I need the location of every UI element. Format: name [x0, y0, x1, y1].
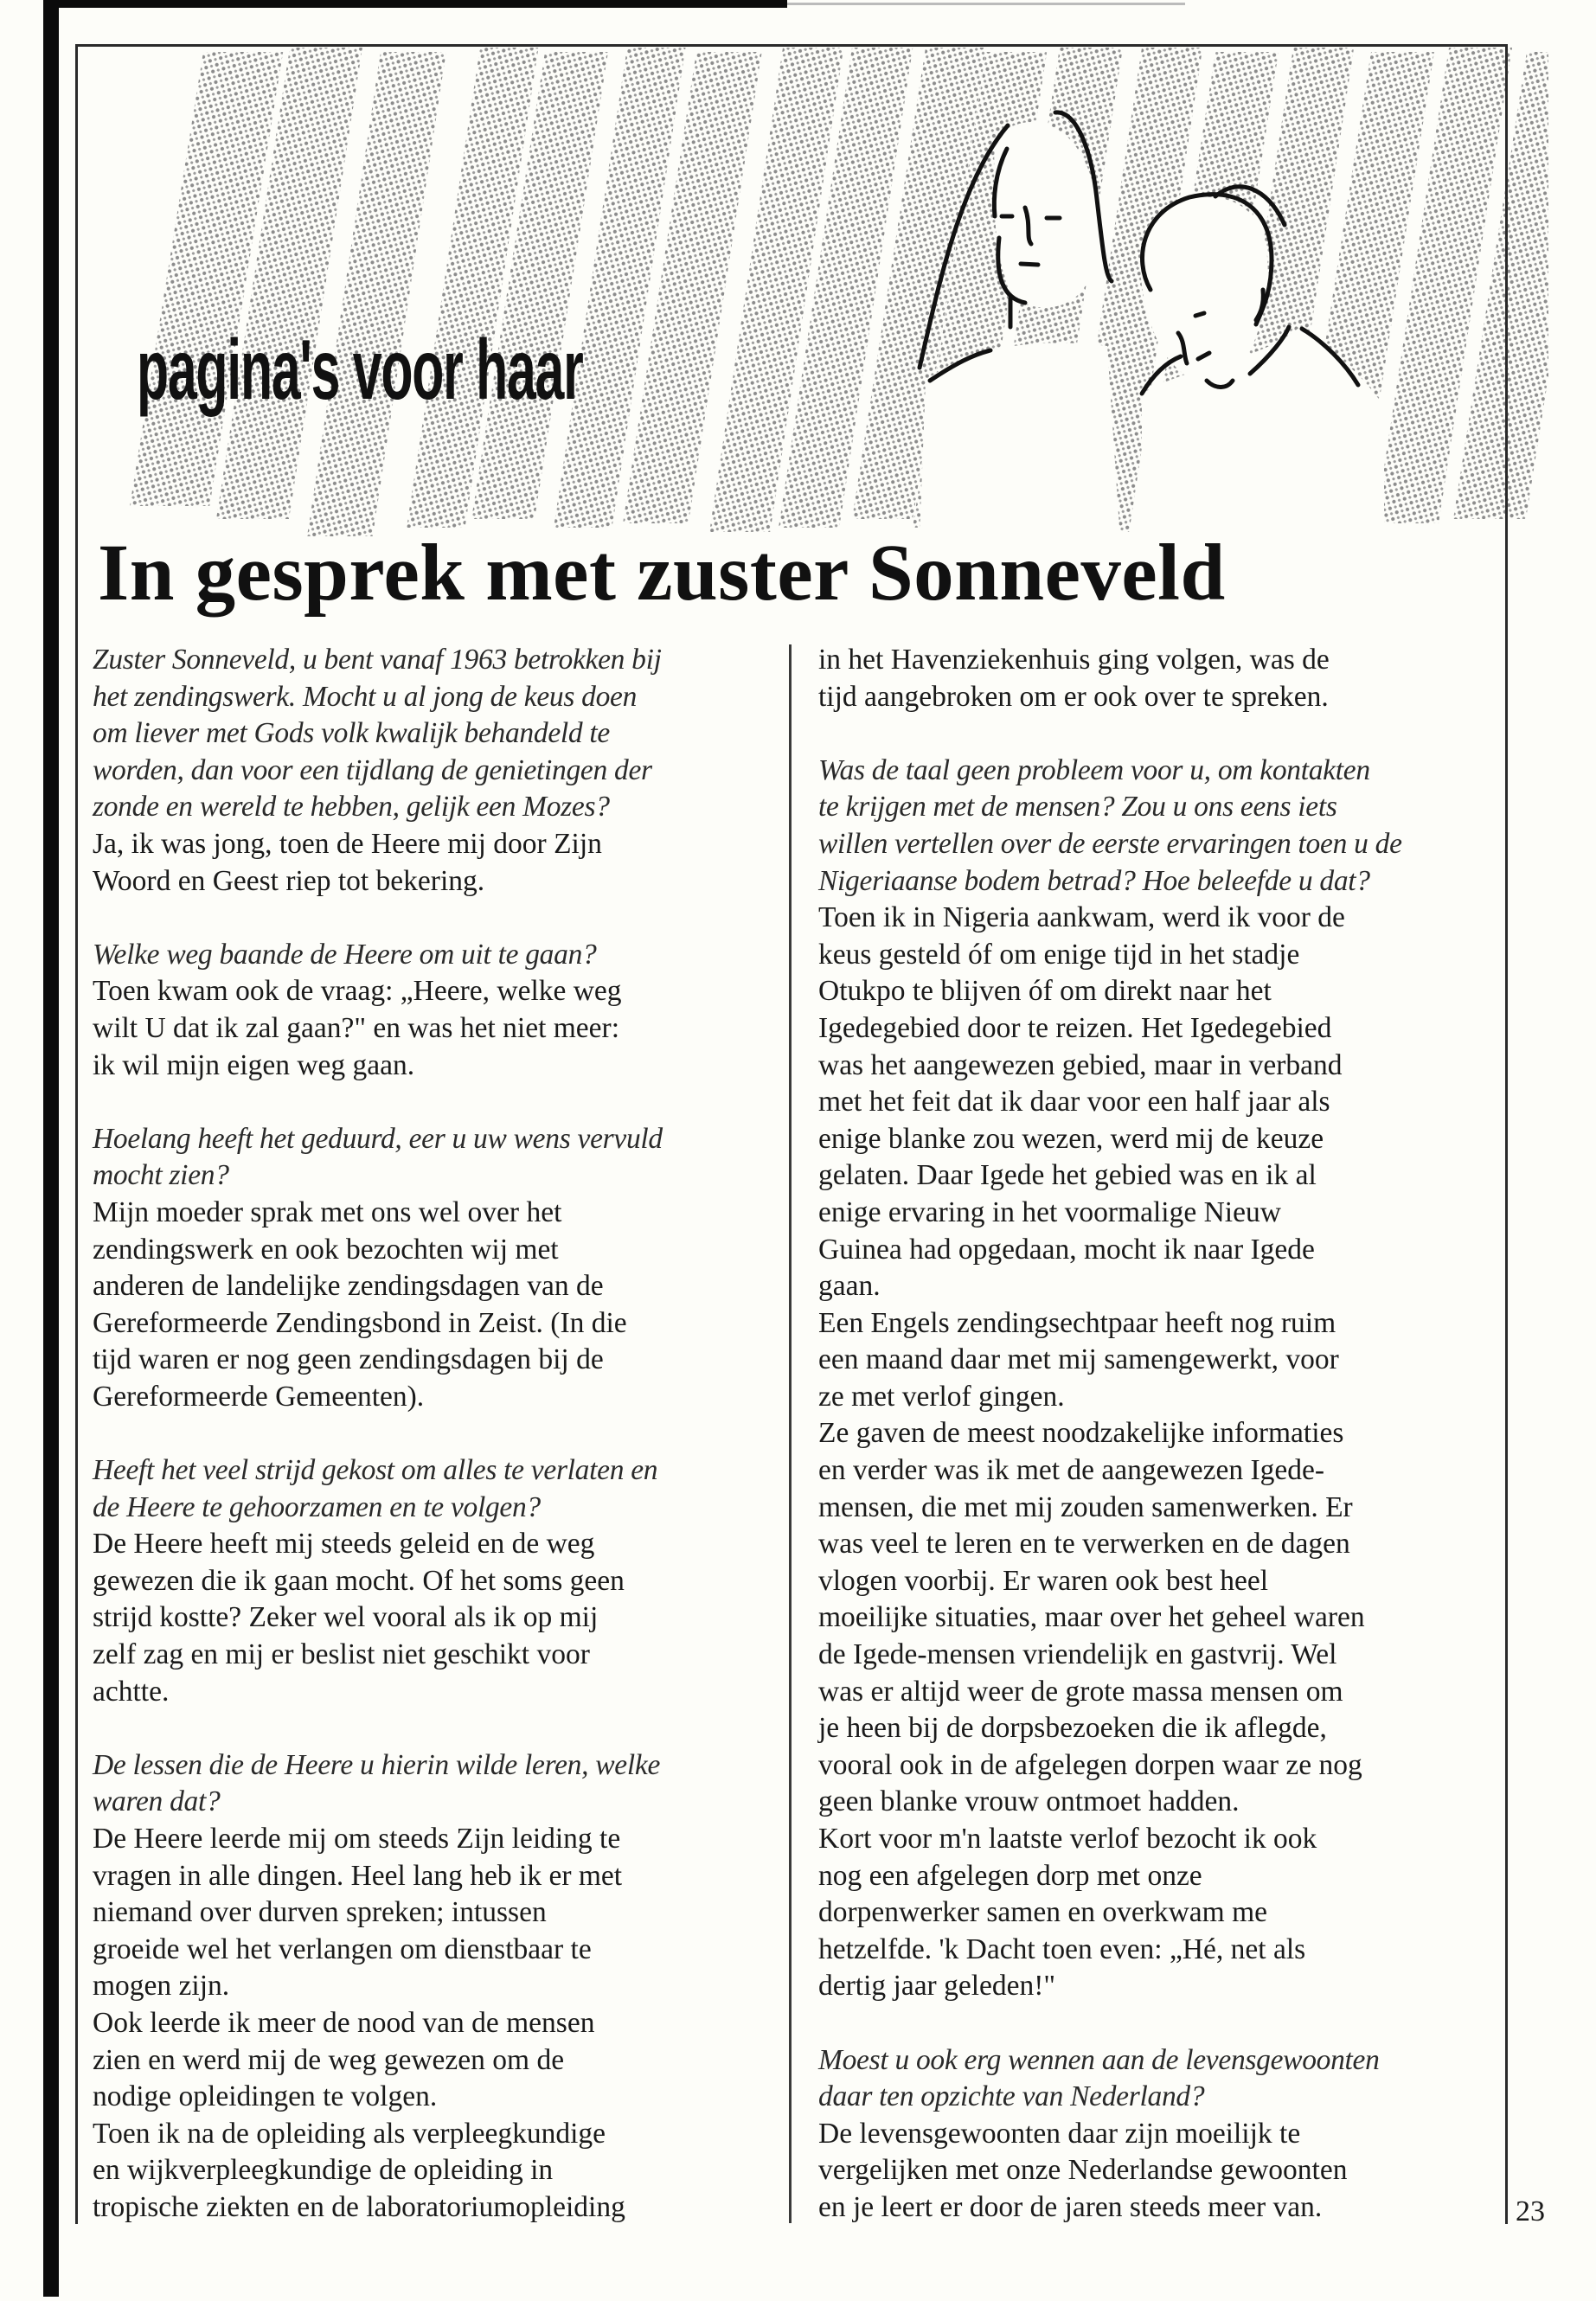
paragraph-spacer: [93, 1415, 776, 1452]
interview-question: [93, 1121, 776, 1195]
text-line: dorpenwerker samen en overkwam me: [818, 1896, 1268, 1929]
interview-question: [93, 1747, 776, 1821]
text-line: je heen bij de dorpsbezoeken die ik aflegde,: [818, 1712, 1327, 1745]
paragraph-spacer: [818, 2005, 1502, 2042]
text-line: mocht zien?: [93, 1159, 229, 1192]
text-line: Mijn moeder sprak met ons wel over het: [93, 1195, 562, 1228]
interview-answer: [818, 642, 1502, 715]
text-line: Een Engels zendingsechtpaar heeft nog ruim: [818, 1306, 1336, 1339]
text-line: gewezen die ik gaan mocht. Of het soms geen: [93, 1564, 625, 1597]
interview-answer: [93, 826, 776, 900]
text-line: de Igede-mensen vriendelijk en gastvrij. Wel: [818, 1638, 1337, 1671]
interview-question: [93, 937, 776, 974]
interview-question: [93, 642, 776, 826]
text-line: in het Havenziekenhuis ging volgen, was de: [818, 644, 1330, 676]
text-line: niemand over durven spreken; intussen: [93, 1896, 547, 1929]
text-line: om liever met Gods volk kwalijk behandeld te: [93, 717, 610, 750]
text-line: zonde en wereld te hebben, gelijk een Mozes?: [93, 791, 610, 824]
text-line: was er altijd weer de grote massa mensen om: [818, 1675, 1343, 1708]
paragraph-spacer: [93, 1710, 776, 1747]
text-line: vragen in alle dingen. Heel lang heb ik er met: [93, 1859, 623, 1892]
text-line: Woord en Geest riep tot bekering.: [93, 864, 485, 897]
text-line: Ze gaven de meest noodzakelijke informaties: [818, 1417, 1344, 1450]
interview-answer: [93, 1195, 776, 1416]
text-line: De Heere leerde mij om steeds Zijn leiding te: [93, 1823, 621, 1855]
text-line: enige ervaring in het voormalige Nieuw: [818, 1195, 1281, 1228]
text-line: Kort voor m'n laatste verlof bezocht ik ook: [818, 1823, 1317, 1855]
text-line: Nigeriaanse bodem betrad? Hoe beleefde u dat?: [818, 864, 1370, 897]
text-line: nog een afgelegen dorp met onze: [818, 1859, 1202, 1892]
text-line: ik wil mijn eigen weg gaan.: [93, 1048, 415, 1081]
text-line: De lessen die de Heere u hierin wilde leren, welke: [93, 1748, 661, 1781]
interview-answer: [93, 1821, 776, 2227]
text-line: vooral ook in de afgelegen dorpen waar ze nog: [818, 1748, 1362, 1781]
paragraph-spacer: [818, 715, 1502, 753]
text-line: worden, dan voor een tijdlang de genietingen der: [93, 753, 652, 786]
interview-answer: [93, 973, 776, 1084]
text-line: gelaten. Daar Igede het gebied was en ik al: [818, 1159, 1317, 1192]
text-line: zendingswerk en ook bezochten wij met: [93, 1233, 559, 1266]
text-line: Guinea had opgedaan, mocht ik naar Igede: [818, 1233, 1315, 1266]
text-line: De levensgewoonten daar zijn moeilijk te: [818, 2117, 1301, 2150]
text-line: wilt U dat ik zal gaan?" en was het niet meer:: [93, 1011, 620, 1044]
frame-line-top: [76, 44, 1508, 47]
article-column-right: [818, 642, 1502, 2227]
text-line: tijd aangebroken om er ook over te spreken.: [818, 680, 1329, 713]
text-line: waren dat?: [93, 1785, 221, 1818]
text-line: Gereformeerde Gemeenten).: [93, 1380, 425, 1413]
text-line: Toen kwam ook de vraag: „Heere, welke weg: [93, 975, 622, 1008]
text-line: een maand daar met mij samengewerkt, voor: [818, 1343, 1339, 1376]
paragraph-spacer: [93, 1084, 776, 1121]
text-line: gaan.: [818, 1270, 881, 1303]
interview-question: [818, 753, 1502, 900]
text-line: Toen ik na de opleiding als verpleegkundige: [93, 2117, 606, 2150]
interview-question: [818, 2042, 1502, 2116]
text-line: Igedegebied door te reizen. Het Igedegebied: [818, 1011, 1332, 1044]
text-line: geen blanke vrouw ontmoet hadden.: [818, 1785, 1240, 1818]
text-line: tijd waren er nog geen zendingsdagen bij de: [93, 1343, 604, 1376]
text-line: enige blanke zou wezen, werd mij de keuze: [818, 1122, 1324, 1155]
frame-line-right: [1505, 44, 1508, 2224]
section-label: pagina's voor haar: [137, 322, 583, 417]
text-line: nodige opleidingen te volgen.: [93, 2080, 438, 2113]
text-line: en wijkverpleegkundige de opleiding in: [93, 2154, 554, 2187]
text-line: met het feit dat ik daar voor een half jaar als: [818, 1086, 1330, 1118]
column-divider: [789, 644, 792, 2223]
interview-answer: [93, 1526, 776, 1710]
page-number: 23: [1516, 2195, 1545, 2227]
text-line: zien en werd mij de weg gewezen om de: [93, 2043, 565, 2076]
text-line: de Heere te gehoorzamen en te volgen?: [93, 1490, 541, 1523]
text-line: zelf zag en mij er beslist niet geschikt voor: [93, 1638, 590, 1671]
text-line: Ja, ik was jong, toen de Heere mij door Zijn: [93, 827, 602, 860]
text-line: was het aangewezen gebied, maar in verband: [818, 1048, 1343, 1081]
text-line: te krijgen met de mensen? Zou u ons eens iets: [818, 791, 1337, 824]
text-line: mogen zijn.: [93, 1970, 230, 2003]
text-line: keus gesteld óf om enige tijd in het stadje: [818, 938, 1300, 971]
text-line: mensen, die met mij zouden samenwerken. Er: [818, 1490, 1353, 1523]
text-line: groeide wel het verlangen om dienstbaar te: [93, 1932, 592, 1965]
text-line: vergelijken met onze Nederlandse gewoonten: [818, 2154, 1348, 2187]
text-line: en verder was ik met de aangewezen Igede-: [818, 1454, 1325, 1487]
text-line: Ook leerde ik meer de nood van de mensen: [93, 2006, 595, 2039]
text-line: Zuster Sonneveld, u bent vanaf 1963 betrokken bij: [93, 644, 662, 676]
text-line: en je leert er door de jaren steeds meer van.: [818, 2190, 1323, 2223]
interview-question: [93, 1452, 776, 1526]
text-line: daar ten opzichte van Nederland?: [818, 2080, 1205, 2113]
text-line: was veel te leren en te verwerken en de dagen: [818, 1528, 1350, 1561]
text-line: De Heere heeft mij steeds geleid en de weg: [93, 1528, 595, 1561]
paragraph-spacer: [93, 900, 776, 937]
text-line: Was de taal geen probleem voor u, om kontakten: [818, 753, 1370, 786]
text-line: Gereformeerde Zendingsbond in Zeist. (In die: [93, 1306, 627, 1339]
frame-line-left: [75, 44, 78, 2224]
text-line: willen vertellen over de eerste ervaringen toen u de: [818, 827, 1402, 860]
text-line: Toen ik in Nigeria aankwam, werd ik voor de: [818, 901, 1345, 934]
text-line: het zendingswerk. Mocht u al jong de keus doen: [93, 680, 638, 713]
article-column-left: [93, 642, 776, 2227]
text-line: Otukpo te blijven óf om direkt naar het: [818, 975, 1272, 1008]
text-line: Hoelang heeft het geduurd, eer u uw wens vervuld: [93, 1122, 663, 1155]
text-line: vlogen voorbij. Er waren ook best heel: [818, 1564, 1269, 1597]
text-line: Moest u ook erg wennen aan de levensgewoonten: [818, 2043, 1380, 2076]
article-headline: In gesprek met zuster Sonneveld: [98, 529, 1226, 618]
text-line: anderen de landelijke zendingsdagen van de: [93, 1270, 604, 1303]
text-line: achtte.: [93, 1675, 170, 1708]
text-line: dertig jaar geleden!": [818, 1970, 1056, 2003]
text-line: Welke weg baande de Heere om uit te gaan?: [93, 938, 597, 971]
text-line: Heeft het veel strijd gekost om alles te verlaten en: [93, 1454, 658, 1487]
text-line: hetzelfde. 'k Dacht toen even: „Hé, net als: [818, 1932, 1306, 1965]
text-line: strijd kostte? Zeker wel vooral als ik op mij: [93, 1601, 599, 1634]
text-line: moeilijke situaties, maar over het geheel waren: [818, 1601, 1365, 1634]
text-line: ze met verlof gingen.: [818, 1380, 1065, 1413]
interview-answer: [818, 900, 1502, 2005]
interview-answer: [818, 2116, 1502, 2227]
text-line: tropische ziekten en de laboratoriumopleiding: [93, 2190, 625, 2223]
